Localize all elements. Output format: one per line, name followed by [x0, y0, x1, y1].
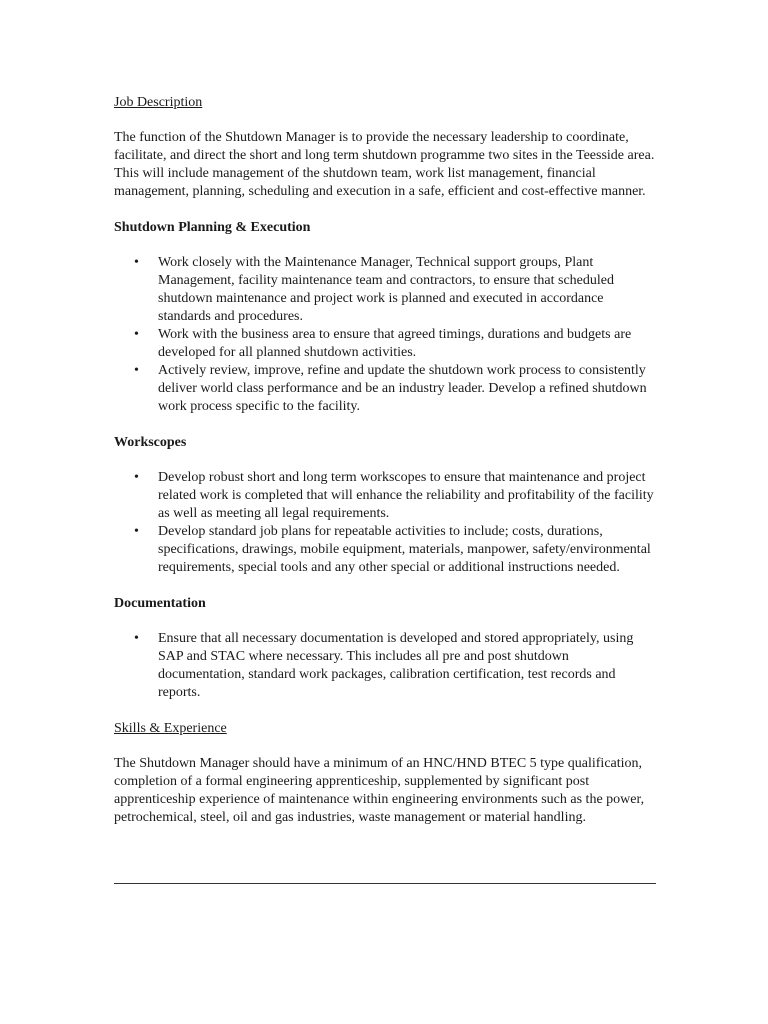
list-item	[114, 469, 656, 523]
list-item-text: Develop standard job plans for repeatable activities to include; costs, durations, specifications, drawings, mobile equipment, materials, manpower, safety/environmental requirements, special tools and any other special or additional instructions needed.	[158, 524, 651, 575]
list-item	[114, 326, 656, 362]
bullet-icon: •	[134, 631, 139, 646]
list-item	[114, 523, 656, 577]
section-documentation	[114, 595, 656, 702]
bullet-list	[114, 630, 656, 702]
bullet-list	[114, 469, 656, 577]
list-item-text: Ensure that all necessary documentation is developed and stored appropriately, using SAP and STAC where necessary. This includes all pre and post shutdown documentation, standard work packages, calibration certification, test records and reports.	[158, 631, 634, 700]
list-item-text: Work closely with the Maintenance Manager, Technical support groups, Plant Management, facility maintenance team and contractors, to ensure that scheduled shutdown maintenance and project work is planned and executed in accordance standards and procedures.	[158, 255, 614, 324]
list-item	[114, 254, 656, 326]
document-title: Job Description	[114, 95, 203, 110]
skills-paragraph: The Shutdown Manager should have a minimum of an HNC/HND BTEC 5 type qualification, completion of a formal engineering apprenticeship, supplemented by significant post apprenticeship experience of maintenance within engineering environments such as the power, petrochemical, steel, oil and gas industries, waste management or material handling.	[114, 756, 645, 825]
list-item-text: Actively review, improve, refine and update the shutdown work process to consistently deliver world class performance and be an industry leader. Develop a refined shutdown work process specific to the facility.	[158, 363, 647, 414]
section-heading: Documentation	[114, 596, 206, 611]
bullet-icon: •	[134, 524, 139, 539]
bullet-list	[114, 254, 656, 416]
bullet-icon: •	[134, 327, 139, 342]
document-page	[114, 94, 656, 827]
list-item-text: Develop robust short and long term workscopes to ensure that maintenance and project related work is completed that will enhance the reliability and profitability of the facility as well as meeting all legal requirements.	[158, 470, 654, 521]
section-heading: Workscopes	[114, 435, 187, 450]
skills-title: Skills & Experience	[114, 721, 227, 736]
bullet-icon: •	[134, 470, 139, 485]
list-item-text: Work with the business area to ensure that agreed timings, durations and budgets are developed for all planned shutdown activities.	[158, 327, 632, 360]
bullet-icon: •	[134, 363, 139, 378]
section-workscopes	[114, 434, 656, 577]
section-heading: Shutdown Planning & Execution	[114, 220, 311, 235]
list-item	[114, 630, 656, 702]
section-shutdown-planning	[114, 219, 656, 416]
bullet-icon: •	[134, 255, 139, 270]
list-item	[114, 362, 656, 416]
intro-paragraph: The function of the Shutdown Manager is to provide the necessary leadership to coordinate, facilitate, and direct the short and long term shutdown programme two sites in the Teesside area. This will include management of the shutdown team, work list management, financial management, planning, scheduling and execution in a safe, efficient and cost-effective manner.	[114, 130, 655, 199]
horizontal-rule	[114, 883, 656, 884]
